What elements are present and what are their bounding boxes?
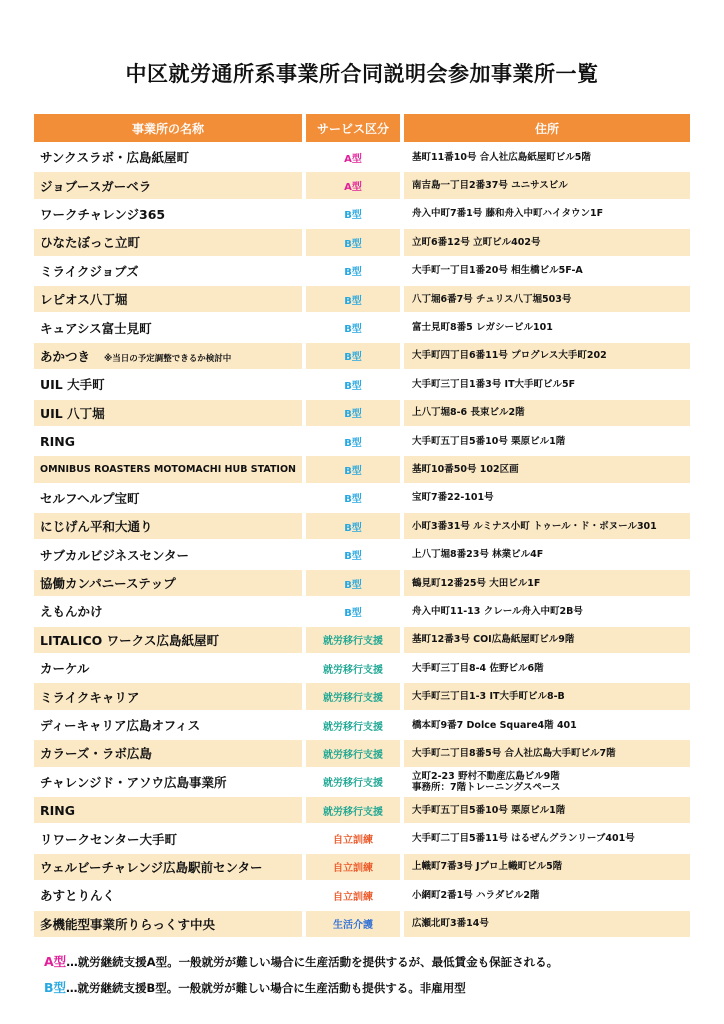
facility-name-text: ミライクジョブズ	[40, 263, 139, 279]
facility-name-text: RING	[40, 433, 75, 449]
facility-address	[404, 852, 690, 880]
facility-name	[34, 710, 306, 738]
facility-address	[404, 398, 690, 426]
facility-address	[404, 483, 690, 511]
service-type: 自立訓練	[306, 852, 404, 880]
address-line: 八丁堀6番7号 チュリス八丁堀503号	[412, 293, 572, 305]
facility-name	[34, 454, 306, 482]
facility-name	[34, 483, 306, 511]
table-row	[34, 852, 690, 880]
facility-name-text: 多機能型事業所りらっくす中央	[40, 916, 216, 932]
service-type: 自立訓練	[306, 880, 404, 908]
facility-name	[34, 284, 306, 312]
facility-address	[404, 767, 690, 795]
address-line: 大手町五丁目5番10号 栗原ビル1階	[412, 804, 566, 816]
facility-address	[404, 454, 690, 482]
service-type: 就労移行支援	[306, 767, 404, 795]
address-line: 基町10番50号 102区画	[412, 463, 519, 475]
service-type: B型	[306, 539, 404, 567]
facility-name	[34, 596, 306, 624]
facility-name	[34, 227, 306, 255]
facility-address	[404, 199, 690, 227]
service-type: B型	[306, 426, 404, 454]
facility-address	[404, 909, 690, 937]
facility-address	[404, 227, 690, 255]
facility-name	[34, 653, 306, 681]
facility-name	[34, 568, 306, 596]
facility-address	[404, 653, 690, 681]
facility-name-text: レピオス八丁堀	[40, 292, 128, 308]
service-type: 就労移行支援	[306, 795, 404, 823]
table-row	[34, 511, 690, 539]
facility-name-text: ディーキャリア広島オフィス	[40, 718, 201, 733]
address-line: 上幟町7番3号 Jプロ上幟町ビル5階	[412, 861, 563, 873]
facility-name-text: LITALICO ワークス広島紙屋町	[40, 632, 219, 648]
table-row	[34, 170, 690, 198]
facility-name-text: ウェルビーチャレンジ広島駅前センター	[40, 859, 263, 875]
facility-name	[34, 142, 306, 170]
address-line: 上八丁堀8番23号 林業ビル4F	[412, 549, 544, 561]
address-line: 大手町三丁目1番3号 IT大手町ビル5F	[412, 378, 576, 390]
service-type: 就労移行支援	[306, 710, 404, 738]
facility-name	[34, 539, 306, 567]
address-line: 宝町7番22-101号	[412, 492, 494, 504]
column-header-service: サービス区分	[306, 114, 404, 142]
facility-address	[404, 681, 690, 709]
address-line: 富士見町8番5 レガシービル101	[412, 322, 553, 334]
address-line: 大手町五丁目5番10号 栗原ビル1階	[412, 435, 566, 447]
table-row	[34, 681, 690, 709]
service-type: 就労移行支援	[306, 681, 404, 709]
address-line: 大手町二丁目5番11号 はるぜんグランリーブ401号	[412, 833, 635, 845]
facility-name-text: あすとりんく	[40, 888, 116, 904]
facility-name-text: UIL 八丁堀	[40, 405, 105, 421]
facility-name-text: あかつき	[40, 348, 91, 364]
address-line: 舟入中町7番1号 藤和舟入中町ハイタウン1F	[412, 208, 604, 220]
facility-address	[404, 738, 690, 766]
legend-key: A型	[44, 954, 67, 969]
facility-address	[404, 823, 690, 851]
facility-name-text: ジョブースガーベラ	[40, 178, 152, 194]
facility-address	[404, 511, 690, 539]
table-row	[34, 454, 690, 482]
table-row	[34, 625, 690, 653]
legend-b-type	[44, 978, 466, 996]
facility-name	[34, 256, 306, 284]
table-row	[34, 398, 690, 426]
facility-address	[404, 795, 690, 823]
table-row	[34, 653, 690, 681]
table-row	[34, 426, 690, 454]
facility-name	[34, 199, 306, 227]
address-line: 鶴見町12番25号 大田ビル1F	[412, 577, 541, 589]
facility-address	[404, 568, 690, 596]
facility-name	[34, 511, 306, 539]
facility-address	[404, 539, 690, 567]
facility-name-text: RING	[40, 802, 75, 818]
service-type: B型	[306, 256, 404, 284]
column-header-name: 事業所の名称	[34, 114, 306, 142]
table-header-row	[34, 114, 690, 142]
facility-name	[34, 625, 306, 653]
facility-address	[404, 596, 690, 624]
service-type: A型	[306, 142, 404, 170]
table-row	[34, 909, 690, 937]
table-row	[34, 710, 690, 738]
table-row	[34, 483, 690, 511]
service-type: B型	[306, 483, 404, 511]
address-line: 広瀬北町3番14号	[412, 918, 489, 930]
facility-name-text: リワークセンター大手町	[40, 831, 178, 847]
facility-name	[34, 795, 306, 823]
facility-name-text: カラーズ・ラボ広島	[40, 746, 152, 762]
facility-name	[34, 398, 306, 426]
facility-name	[34, 170, 306, 198]
facility-address	[404, 426, 690, 454]
facility-name	[34, 738, 306, 766]
facility-name-text: ワークチャレンジ365	[40, 206, 166, 222]
facility-name	[34, 909, 306, 937]
table-row	[34, 539, 690, 567]
facility-address	[404, 256, 690, 284]
table-row	[34, 312, 690, 340]
facility-name-text: キュアシス富士見町	[40, 320, 152, 336]
facility-name-text: セルフヘルプ宝町	[40, 490, 140, 506]
facility-name	[34, 426, 306, 454]
facility-name-text: サンクスラボ・広島紙屋町	[40, 150, 190, 166]
address-line: 小網町2番1号 ハラダビル2階	[412, 889, 540, 901]
service-type: B型	[306, 596, 404, 624]
table-row	[34, 199, 690, 227]
service-type: B型	[306, 284, 404, 312]
legend-text: …就労継続支援A型。一般就労が難しい場合に生産活動を提供するが、最低賃金も保証される。	[66, 955, 559, 969]
facility-name	[34, 312, 306, 340]
facility-address	[404, 625, 690, 653]
address-line: 小町3番31号 ルミナス小町 トゥール・ド・ボヌール301	[412, 520, 657, 532]
address-line: 大手町三丁目1-3 IT大手町ビル8-B	[412, 691, 565, 703]
facility-name-text: ひなたぼっこ立町	[40, 235, 141, 251]
address-line: 橋本町9番7 Dolce Square4階 401	[412, 719, 577, 731]
address-line: 大手町四丁目6番11号 プログレス大手町202	[412, 350, 607, 362]
facility-note: ※当日の予定調整できるか検討中	[104, 353, 232, 364]
facility-address	[404, 710, 690, 738]
table-row	[34, 880, 690, 908]
legend-text: …就労継続支援B型。一般就労が難しい場合に生産活動も提供する。非雇用型	[66, 981, 466, 995]
address-line: 大手町三丁目8-4 佐野ビル6階	[412, 662, 544, 674]
legend-a-type	[44, 952, 558, 970]
table-row	[34, 369, 690, 397]
table-row	[34, 284, 690, 312]
service-type: 就労移行支援	[306, 625, 404, 653]
address-line-2: 事務所：7階トレーニングスペース	[412, 781, 561, 793]
facility-name-text: サブカルビジネスセンター	[40, 547, 190, 563]
facility-address	[404, 341, 690, 369]
table-row	[34, 227, 690, 255]
facility-address	[404, 170, 690, 198]
service-type: B型	[306, 511, 404, 539]
address-line: 基町11番10号 合人社広島紙屋町ビル5階	[412, 151, 591, 163]
table-row	[34, 568, 690, 596]
facility-name-text: チャレンジド・アソウ広島事業所	[40, 774, 227, 790]
legend-key: B型	[44, 980, 67, 995]
facility-address	[404, 284, 690, 312]
facility-name	[34, 852, 306, 880]
table-row	[34, 596, 690, 624]
facility-name-text: にじげん平和大通り	[40, 519, 153, 535]
address-line: 上八丁堀8-6 長束ビル2階	[412, 407, 525, 419]
service-type: 生活介護	[306, 909, 404, 937]
address-line: 基町12番3号 COI広島紙屋町ビル9階	[412, 634, 575, 646]
service-type: 自立訓練	[306, 823, 404, 851]
table-row	[34, 767, 690, 795]
service-type: B型	[306, 199, 404, 227]
facility-name-text: 協働カンパニーステップ	[40, 576, 176, 592]
service-type: B型	[306, 369, 404, 397]
table-row	[34, 341, 690, 369]
service-type: B型	[306, 568, 404, 596]
service-type: B型	[306, 312, 404, 340]
address-line: 立町6番12号 立町ビル402号	[412, 236, 541, 248]
service-type: B型	[306, 454, 404, 482]
table-body	[34, 142, 690, 937]
facility-name	[34, 767, 306, 795]
service-type: B型	[306, 227, 404, 255]
facility-address	[404, 369, 690, 397]
table-row	[34, 256, 690, 284]
facility-name-text: ミライクキャリア	[40, 689, 140, 705]
facility-name	[34, 823, 306, 851]
table-row	[34, 738, 690, 766]
facility-address	[404, 312, 690, 340]
table-row	[34, 142, 690, 170]
address-line: 南吉島一丁目2番37号 ユニサスビル	[412, 180, 568, 192]
service-type: B型	[306, 398, 404, 426]
address-line: 立町2-23 野村不動産広島ビル9階	[412, 770, 560, 782]
facility-table	[34, 114, 690, 937]
address-line: 舟入中町11-13 クレール舟入中町2B号	[412, 605, 583, 617]
facility-address	[404, 880, 690, 908]
facility-name	[34, 369, 306, 397]
facility-address	[404, 142, 690, 170]
facility-name-text: カーケル	[40, 661, 90, 677]
service-type: B型	[306, 341, 404, 369]
facility-name	[34, 341, 306, 369]
address-line: 大手町二丁目8番5号 合人社広島大手町ビル7階	[412, 747, 616, 759]
facility-name	[34, 681, 306, 709]
facility-name	[34, 880, 306, 908]
facility-name-text: OMNIBUS ROASTERS MOTOMACHI HUB STATION	[40, 463, 296, 475]
column-header-address: 住所	[404, 114, 690, 142]
address-line: 大手町一丁目1番20号 相生橋ビル5F-A	[412, 265, 583, 277]
facility-name-text: UIL 大手町	[40, 377, 105, 393]
service-type: A型	[306, 170, 404, 198]
service-type: 就労移行支援	[306, 653, 404, 681]
table-row	[34, 795, 690, 823]
service-type: 就労移行支援	[306, 738, 404, 766]
table-row	[34, 823, 690, 851]
page-title: 中区就労通所系事業所合同説明会参加事業所一覧	[125, 62, 599, 86]
facility-name-text: えもんかけ	[40, 604, 103, 620]
